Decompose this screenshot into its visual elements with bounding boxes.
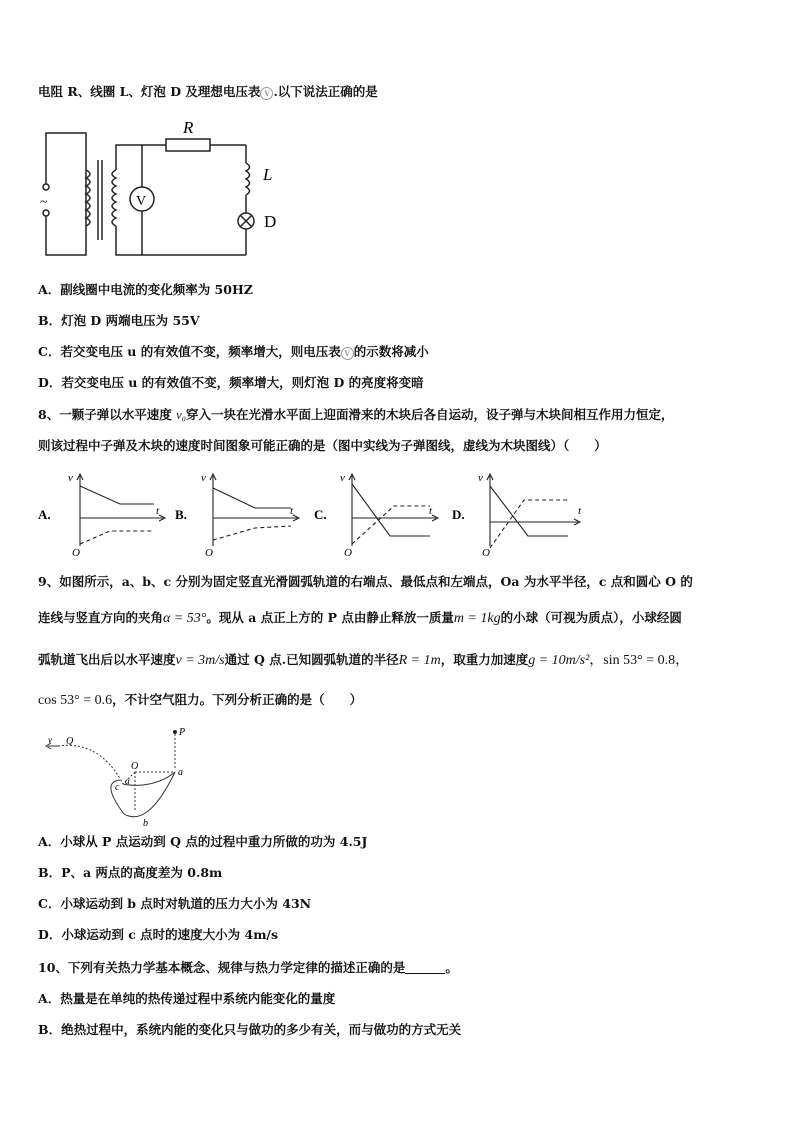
q7-option-a: A．副线圈中电流的变化频率为 50HZ: [38, 282, 253, 297]
resistor-label: R: [183, 118, 194, 137]
q9-track-figure: [40, 722, 200, 832]
q9-line3-b: 通过 Q 点.已知圆弧轨道的半径: [224, 652, 399, 667]
circuit-diagram: [38, 115, 298, 265]
q9-cos: cos 53° = 0.6: [38, 693, 113, 708]
q9-option-b: B．P、a 两点的高度差为 0.8m: [38, 865, 223, 880]
velocity-label: v: [48, 735, 52, 745]
q8-graph-a: [38, 468, 168, 558]
q7-intro-text: 电阻 R、线圈 L、灯泡 D 及理想电压表: [38, 84, 261, 99]
q8-v0: v₀: [176, 408, 186, 422]
ac-source-label: ~: [40, 195, 48, 210]
point-a-label: a: [178, 767, 183, 778]
q10-stem-end: 。: [445, 960, 458, 975]
graph-d-v-label: v: [478, 472, 483, 484]
q9-radius: R = 1m: [398, 653, 441, 668]
inductor-label: L: [263, 165, 273, 184]
q9-line3-a: 弧轨道飞出后以水平速度: [38, 652, 176, 667]
point-c-label: c: [115, 782, 120, 793]
graph-c-origin: O: [344, 547, 352, 559]
q9-option-a: A．小球从 P 点运动到 Q 点的过程中重力所做的功为 4.5J: [38, 834, 368, 849]
center-o-label: O: [131, 761, 139, 772]
q7-option-b: B．灯泡 D 两端电压为 55V: [38, 313, 200, 328]
voltmeter-icon: V: [260, 87, 273, 100]
q9-line3-c: ，取重力加速度: [440, 652, 529, 667]
graph-d-label: D.: [452, 507, 465, 522]
graph-a-origin: O: [72, 547, 80, 559]
q10-option-a: A．热量是在单纯的热传递过程中系统内能变化的量度: [38, 991, 336, 1006]
q9-gravity: g = 10m/s²: [528, 653, 590, 668]
q10-stem-text: 10、下列有关热力学基本概念、规律与热力学定律的描述正确的是: [38, 960, 406, 975]
q7-intro: [38, 84, 378, 100]
voltmeter-label: V: [136, 194, 147, 209]
lamp-label: D: [264, 212, 277, 231]
q8-stem-b: 穿入一块在光滑水平面上迎面滑来的木块后各自运动，设子弹与木块间相互作用力恒定，: [185, 407, 674, 422]
graph-c-v-label: v: [340, 472, 345, 484]
q7-intro-tail: .以下说法正确的是: [273, 84, 378, 99]
q9-option-c: C．小球运动到 b 点时对轨道的压力大小为 43N: [38, 896, 312, 911]
q7-option-c-text: C．若交变电压 u 的有效值不变，频率增大，则电压表: [38, 344, 341, 359]
q7-option-c: [38, 344, 429, 360]
q9-speed: v = 3m/s: [175, 653, 225, 668]
q9-line2-c: 的小球（可视为质点），小球经圆: [500, 610, 682, 625]
point-q-label: Q: [66, 736, 74, 747]
graph-b-label: B.: [175, 507, 187, 522]
q8-stem-a: 8、一颗子弹以水平速度: [38, 407, 177, 422]
graph-d-t-label: t: [578, 505, 582, 517]
graph-b-v-label: v: [201, 472, 206, 484]
q7-option-d: D．若交变电压 u 的有效值不变，频率增大，则灯泡 D 的亮度将变暗: [38, 375, 424, 390]
q9-line2-b: 。现从 a 点正上方的 P 点由静止释放一质量: [206, 610, 454, 625]
q8-graph-c: [314, 468, 444, 558]
graph-d-origin: O: [482, 547, 490, 559]
q10-option-b: B．绝热过程中，系统内能的变化只与做功的多少有关，而与做功的方式无关: [38, 1022, 462, 1037]
answer-blank: [405, 961, 445, 974]
q8-stem-line2: 则该过程中子弹及木块的速度时间图象可能正确的是（图中实线为子弹图线，虚线为木块图线）（ ）: [38, 438, 607, 453]
q9-stem-line4: [38, 692, 362, 709]
q9-line2-a: 连线与竖直方向的夹角: [38, 610, 164, 625]
q9-stem-line3: [38, 652, 689, 669]
q8-graph-d: [452, 468, 587, 558]
q9-mass: m = 1kg: [453, 611, 501, 626]
graph-c-t-label: t: [429, 505, 433, 517]
q9-sin: sin 53° = 0.8，: [603, 653, 690, 668]
q9-stem-line2: [38, 610, 682, 627]
point-b-label: b: [143, 818, 148, 829]
graph-a-label: A.: [38, 507, 51, 522]
q9-stem-line1: 9、如图所示，a、b、c 分别为固定竖直光滑圆弧轨道的右端点、最低点和左端点，Oa 为水平半径，c 点和圆心 O 的: [38, 574, 693, 589]
point-p-label: P: [179, 727, 186, 738]
graph-b-t-label: t: [290, 505, 294, 517]
graph-c-label: C.: [314, 507, 327, 522]
q10-stem: [38, 960, 458, 976]
voltmeter-icon: V: [341, 347, 354, 360]
graph-a-v-label: v: [68, 472, 73, 484]
q9-separator: ，: [589, 653, 604, 668]
q9-alpha: α = 53°: [163, 611, 207, 626]
graph-b-origin: O: [205, 547, 213, 559]
q9-option-d: D．小球运动到 c 点时的速度大小为 4m/s: [38, 927, 279, 942]
q8-stem-line1: [38, 407, 673, 423]
angle-alpha-label: α: [125, 776, 130, 786]
q8-graph-b: [175, 468, 305, 558]
q9-line4-b: ，不计空气阻力。下列分析正确的是（ ）: [112, 692, 363, 707]
q7-option-c-tail: 的示数将减小: [353, 344, 429, 359]
graph-a-t-label: t: [156, 505, 160, 517]
